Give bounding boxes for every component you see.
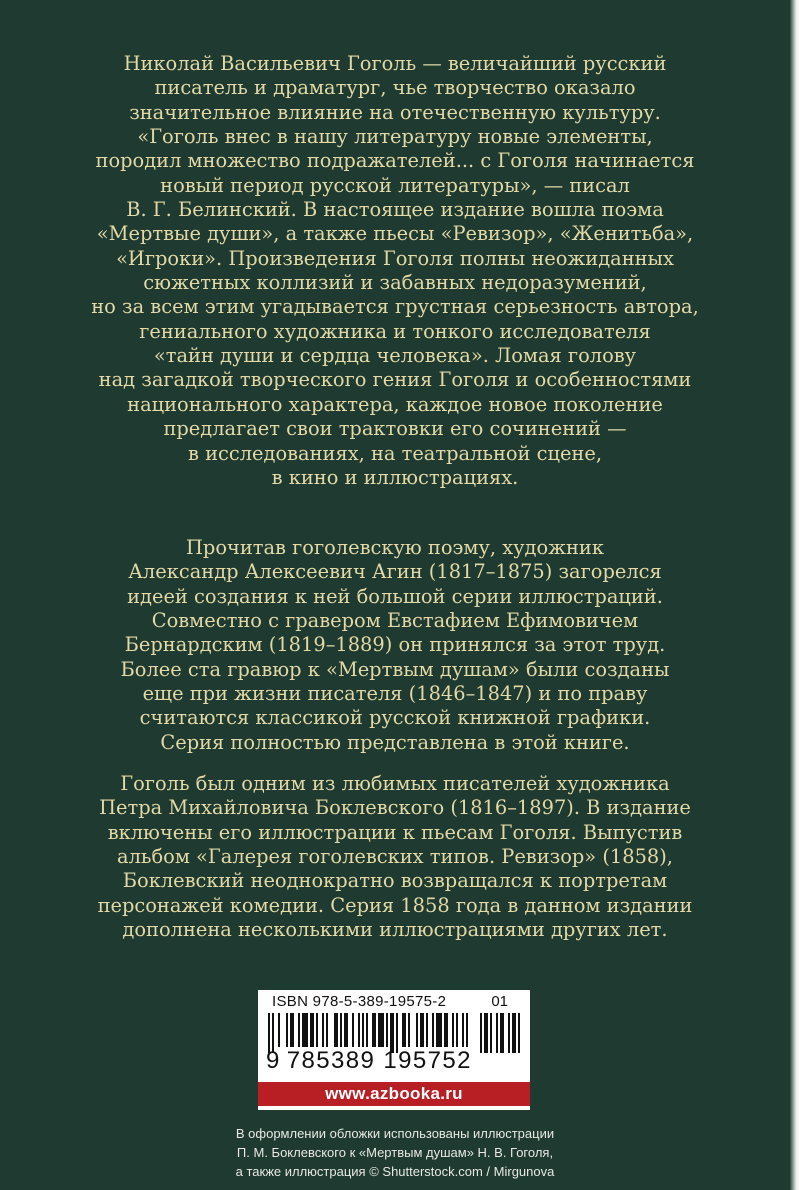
barcode-first-digit: 9 — [266, 1047, 281, 1074]
text-line: «Гоголь внес в нашу литературу новые элементы, — [137, 125, 653, 149]
isbn-addon-code: 01 — [491, 993, 508, 1010]
text-line: Более ста гравюр к «Мертвым душам» были созданы — [120, 657, 670, 681]
barcode-bar — [456, 1013, 458, 1047]
text-line: национального характера, каждое новое поколение — [127, 392, 663, 416]
text-line: в кино и иллюстрациях. — [271, 465, 519, 489]
barcode-addon-bar — [484, 1013, 488, 1053]
cover-credits — [190, 1124, 600, 1181]
barcode-addon-bar — [490, 1013, 492, 1053]
barcode-bar — [420, 1013, 424, 1047]
barcode-bar — [402, 1013, 406, 1047]
barcode-bar — [444, 1013, 448, 1047]
text-line: Прочитав гоголевскую поэму, художник — [186, 536, 604, 559]
barcode-bar — [378, 1013, 384, 1047]
barcode-bar — [286, 1013, 288, 1047]
text-line: сюжетных коллизий и забавных недоразумений, — [143, 271, 647, 295]
annotation-paragraph-agin — [40, 536, 750, 755]
barcode-addon-bar — [496, 1013, 498, 1053]
annotation-paragraph-gogol — [40, 52, 750, 490]
barcode-digits — [266, 1047, 472, 1075]
text-line: гениального художника и тонкого исследователя — [139, 319, 651, 343]
text-line: значительное влияние на отечественную культуру. — [129, 100, 661, 124]
text-line: новый период русской литературы», — писал — [160, 173, 630, 197]
barcode-bar — [426, 1013, 428, 1047]
barcode-bar — [302, 1013, 308, 1047]
barcode-addon-bar — [518, 1013, 520, 1053]
barcode-bar — [452, 1013, 454, 1047]
credits-line: В оформлении обложки использованы иллюстрации — [235, 1126, 555, 1141]
barcode-bar — [310, 1013, 314, 1047]
text-line: идеей создания к ней большой серии иллюстраций. — [127, 584, 663, 608]
barcode-bar — [466, 1013, 468, 1047]
text-line: Совместно с гравером Евстафием Ефимовичем — [151, 609, 639, 633]
credits-line: П. М. Боклевского к «Мертвым душам» Н. В. Гоголя, — [236, 1145, 554, 1160]
barcode-bar — [408, 1013, 410, 1047]
barcode-bar — [278, 1013, 280, 1047]
publisher-website[interactable]: www.azbooka.ru — [258, 1082, 530, 1106]
barcode-bar — [326, 1013, 328, 1047]
barcode-bar — [316, 1013, 318, 1047]
barcode-bar — [432, 1013, 434, 1047]
barcode-bar — [290, 1013, 294, 1047]
barcode-bar — [372, 1013, 376, 1047]
text-line: Николай Васильевич Гоголь — величайший русский — [123, 52, 667, 75]
barcode-bar — [352, 1013, 354, 1047]
text-line: но за всем этим угадывается грустная серьезность автора, — [91, 295, 699, 319]
text-line: дополнена несколькими иллюстрациями других лет. — [122, 918, 668, 942]
barcode-bar — [386, 1013, 388, 1047]
text-line: Серия полностью представлена в этой книге. — [160, 730, 630, 754]
text-line: еще при жизни писателя (1846–1847) и по праву — [142, 682, 648, 706]
barcode-bar — [322, 1013, 324, 1047]
text-line: Петра Михайловича Боклевского (1816–1897). В издание — [99, 796, 691, 820]
text-line: Гоголь был одним из любимых писателей художника — [120, 772, 670, 795]
barcode-addon-bar — [512, 1013, 516, 1053]
text-line: писатель и драматург, чье творчество оказало — [154, 76, 636, 100]
barcode-addon-bar — [480, 1013, 482, 1053]
text-line: включены его иллюстрации к пьесам Гоголя. Выпустив — [107, 820, 683, 844]
text-line: Боклевский неоднократно возвращался к портретам — [122, 869, 668, 893]
barcode-bar — [334, 1013, 338, 1047]
barcode-bar — [462, 1013, 464, 1047]
barcode-bar — [436, 1013, 442, 1047]
isbn-barcode-label — [258, 990, 530, 1110]
text-line: над загадкой творческого гения Гоголя и особенностями — [98, 368, 692, 392]
text-line: породил множество подражателей... с Гоголя начинается — [95, 149, 695, 173]
barcode-left-digits: 785389 — [286, 1047, 376, 1074]
barcode-bar — [358, 1013, 360, 1047]
credits-line: а также иллюстрация © Shutterstock.com / Mirgunova — [235, 1164, 555, 1179]
text-line: «Игроки». Произведения Гоголя полны неожиданных — [116, 246, 674, 270]
text-line: Александр Алексеевич Агин (1817–1875) загорелся — [128, 560, 662, 584]
text-line: считаются классикой русской книжной графики. — [139, 706, 651, 730]
text-line: предлагает свои трактовки его сочинений — — [163, 417, 627, 441]
isbn-number: ISBN 978-5-389-19575-2 — [272, 993, 447, 1010]
barcode-bar — [416, 1013, 418, 1047]
barcode-bar — [344, 1013, 348, 1047]
barcode-bar — [340, 1013, 342, 1047]
barcode-bar — [362, 1013, 364, 1047]
barcode-addon-bar — [508, 1013, 510, 1053]
text-line: «тайн души и сердца человека». Ломая голову — [153, 344, 637, 368]
text-line: В. Г. Белинский. В настоящее издание вошла поэма — [126, 198, 664, 222]
barcode-bar — [298, 1013, 300, 1047]
barcode-addon-bar — [500, 1013, 504, 1053]
page-edge — [790, 0, 800, 1190]
text-line: персонажей комедии. Серия 1858 года в данном издании — [97, 893, 693, 917]
barcode-right-digits: 195752 — [383, 1047, 472, 1074]
text-line: «Мертвые души», а также пьесы «Ревизор», «Женитьба», — [96, 222, 694, 246]
annotation-paragraph-boklevsky — [40, 772, 750, 942]
text-line: альбом «Галерея гоголевских типов. Ревизор» (1858), — [117, 845, 673, 869]
text-line: в исследованиях, на театральной сцене, — [188, 441, 602, 465]
text-line: Бернардским (1819–1889) он принялся за этот труд. — [124, 633, 666, 657]
barcode-bar — [366, 1013, 368, 1047]
